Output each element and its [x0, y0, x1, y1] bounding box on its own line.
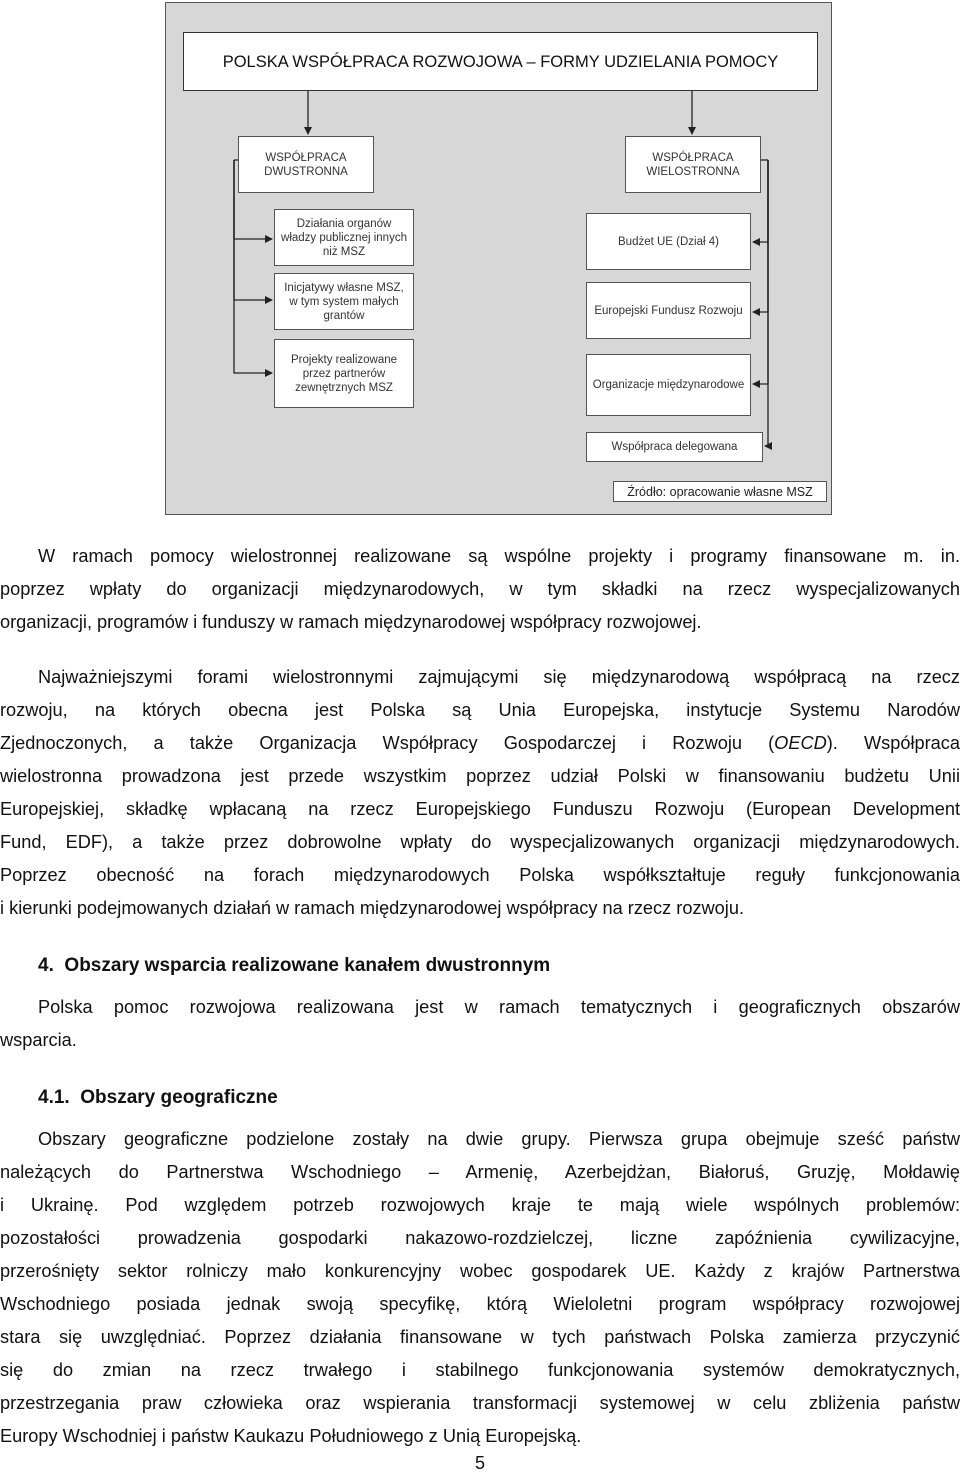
paragraph-2: [0, 661, 960, 925]
text-line: [0, 727, 960, 760]
text-line: pozostałości prowadzenia gospodarki nakazowo-rozdzielczej, liczne zapóźnienia cywilizacyjne,: [0, 1228, 960, 1248]
right-item-4: Współpraca delegowana: [586, 432, 763, 462]
section-number: 4.: [38, 955, 54, 976]
text-line: poprzez wpłaty do organizacji międzynarodowych, w tym składki na rzecz wyspecjalizowanych: [0, 579, 960, 599]
right-item-2: Europejski Fundusz Rozwoju: [586, 282, 751, 339]
text-line: przestrzegania praw człowieka oraz wspierania transformacji systemowej w celu zbliżenia państw: [0, 1393, 960, 1413]
text-line: Wschodniego posiada jednak swoją specyfikę, którą Wieloletni program współpracy rozwojowej: [0, 1294, 960, 1314]
text-line: organizacji, programów i funduszy w ramach międzynarodowej współpracy rozwojowej.: [0, 612, 702, 632]
text-line: przerośnięty sektor rolniczy mało konkurencyjny wobec gospodarek UE. Każdy z krajów Partnerstwa: [0, 1261, 960, 1281]
text-line: Obszary geograficzne podzielone zostały na dwie grupy. Pierwsza grupa obejmuje sześć państw: [38, 1129, 960, 1149]
text-segment: ). Współpraca: [826, 733, 960, 753]
right-item-1: Budżet UE (Dział 4): [586, 213, 751, 270]
section-title: Obszary wsparcia realizowane kanałem dwustronnym: [64, 955, 551, 976]
text-line: Fund, EDF), a także przez dobrowolne wpłaty do wyspecjalizowanych organizacji międzynarodowych.: [0, 832, 960, 852]
section-4-1-heading: [38, 1087, 278, 1109]
text-line: Europy Wschodniej i państw Kaukazu Południowego z Unią Europejską.: [0, 1426, 582, 1446]
section-4-body: [0, 991, 960, 1057]
page-number: 5: [474, 1453, 485, 1473]
section-4-heading: [38, 955, 550, 977]
left-item-1: Działania organów władzy publicznej innych niż MSZ: [274, 209, 414, 266]
multilateral-header: WSPÓŁPRACA WIELOSTRONNA: [625, 136, 761, 193]
section-title: Obszary geograficzne: [80, 1087, 278, 1108]
text-line: wsparcia.: [0, 1030, 77, 1050]
text-line: stara się uwzględniać. Poprzez działania finansowane w tych państwach Polska zamierza przyczynić: [0, 1327, 960, 1347]
bilateral-header: WSPÓŁPRACA DWUSTRONNA: [238, 136, 374, 193]
oecd-abbrev: OECD: [774, 733, 827, 753]
diagram-title: POLSKA WSPÓŁPRACA ROZWOJOWA – FORMY UDZIELANIA POMOCY: [183, 32, 818, 91]
text-line: i kierunki podejmowanych działań w ramach międzynarodowej współpracy na rzecz rozwoju.: [0, 898, 745, 918]
section-4-1-body: [0, 1123, 960, 1453]
diagram-source: Źródło: opracowanie własne MSZ: [613, 481, 827, 502]
text-line: rozwoju, na których obecna jest Polska są Unia Europejska, instytucje Systemu Narodów: [0, 700, 960, 720]
text-line: Najważniejszymi forami wielostronnymi zajmującymi się międzynarodową współpracą na rzecz: [38, 667, 960, 687]
text-line: Poprzez obecność na forach międzynarodowych Polska współkształtuje reguły funkcjonowania: [0, 865, 960, 885]
text-line: i Ukrainę. Pod względem potrzeb rozwojowych kraje te mają wiele wspólnych problemów:: [0, 1195, 960, 1215]
section-number: 4.1.: [38, 1087, 70, 1108]
text-line: się do zmian na rzecz trwałego i stabilnego funkcjonowania systemów demokratycznych,: [0, 1360, 960, 1380]
text-line: wielostronna prowadzona jest przede wszystkim poprzez udział Polski w finansowaniu budżetu Unii: [0, 766, 960, 786]
text-line: W ramach pomocy wielostronnej realizowane są wspólne projekty i programy finansowane m. in.: [38, 546, 960, 566]
paragraph-1: [0, 540, 960, 639]
right-item-3: Organizacje międzynarodowe: [586, 354, 751, 416]
arrow-right-3: [753, 160, 768, 384]
text-line: Polska pomoc rozwojowa realizowana jest w ramach tematycznych i geograficznych obszarów: [38, 997, 960, 1017]
diagram: [165, 2, 832, 515]
left-item-2: Inicjatywy własne MSZ, w tym system małych grantów: [274, 273, 414, 330]
text-segment: Zjednoczonych, a także Organizacja Współpracy Gospodarczej i Rozwoju (: [0, 733, 775, 753]
text-line: należących do Partnerstwa Wschodniego – Armenię, Azerbejdżan, Białoruś, Gruzję, Mołdawię: [0, 1162, 960, 1182]
text-line: Europejskiej, składkę wpłacaną na rzecz Europejskiego Funduszu Rozwoju (European Development: [0, 799, 960, 819]
arrow-right-4: [765, 160, 768, 446]
left-item-3: Projekty realizowane przez partnerów zewnętrznych MSZ: [274, 339, 414, 408]
